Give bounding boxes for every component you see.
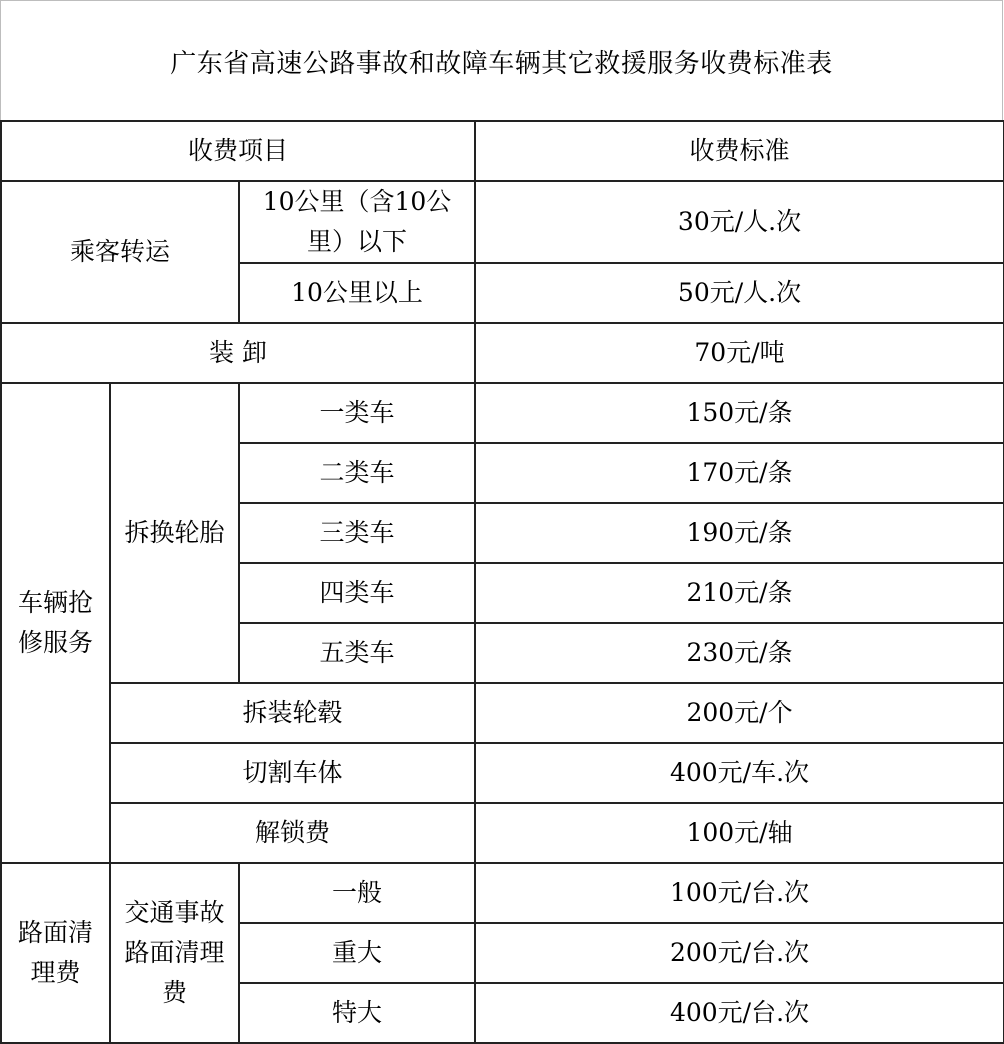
cleaning-label: 路面清 理费	[1, 863, 110, 1043]
table-row	[1, 181, 1004, 263]
tire-price: 190元/条	[475, 503, 1004, 563]
cleaning-item: 重大	[239, 923, 475, 983]
passenger-price: 30元/人.次	[475, 181, 1004, 263]
tire-price: 210元/条	[475, 563, 1004, 623]
table-row	[1, 683, 1004, 743]
table-row	[1, 803, 1004, 863]
table-row	[1, 323, 1004, 383]
cleaning-price: 400元/台.次	[475, 983, 1004, 1043]
cleaning-sub-label: 交通事故 路面清理 费	[110, 863, 239, 1043]
cleaning-item: 特大	[239, 983, 475, 1043]
repair-item: 解锁费	[110, 803, 475, 863]
tire-label: 拆换轮胎	[110, 383, 239, 683]
sheet-title: 广东省高速公路事故和故障车辆其它救援服务收费标准表	[0, 0, 1003, 121]
table-row	[1, 383, 1004, 443]
passenger-label: 乘客转运	[1, 181, 239, 323]
cleaning-price: 200元/台.次	[475, 923, 1004, 983]
tire-item: 一类车	[239, 383, 475, 443]
loading-label: 装 卸	[1, 323, 475, 383]
passenger-item: 10公里（含10公 里）以下	[239, 181, 475, 263]
cleaning-item: 一般	[239, 863, 475, 923]
passenger-item: 10公里以上	[239, 263, 475, 323]
tire-item: 四类车	[239, 563, 475, 623]
passenger-price: 50元/人.次	[475, 263, 1004, 323]
header-standard: 收费标准	[475, 121, 1004, 181]
table-row	[1, 743, 1004, 803]
tire-price: 170元/条	[475, 443, 1004, 503]
table-header-row	[1, 121, 1004, 181]
cleaning-price: 100元/台.次	[475, 863, 1004, 923]
repair-item: 拆装轮毂	[110, 683, 475, 743]
repair-price: 400元/车.次	[475, 743, 1004, 803]
table-row	[1, 863, 1004, 923]
repair-item: 切割车体	[110, 743, 475, 803]
tire-price: 230元/条	[475, 623, 1004, 683]
fee-table	[0, 120, 1004, 1044]
repair-price: 100元/轴	[475, 803, 1004, 863]
header-item: 收费项目	[1, 121, 475, 181]
repair-price: 200元/个	[475, 683, 1004, 743]
repair-label: 车辆抢 修服务	[1, 383, 110, 863]
tire-item: 二类车	[239, 443, 475, 503]
tire-item: 五类车	[239, 623, 475, 683]
loading-price: 70元/吨	[475, 323, 1004, 383]
tire-item: 三类车	[239, 503, 475, 563]
tire-price: 150元/条	[475, 383, 1004, 443]
